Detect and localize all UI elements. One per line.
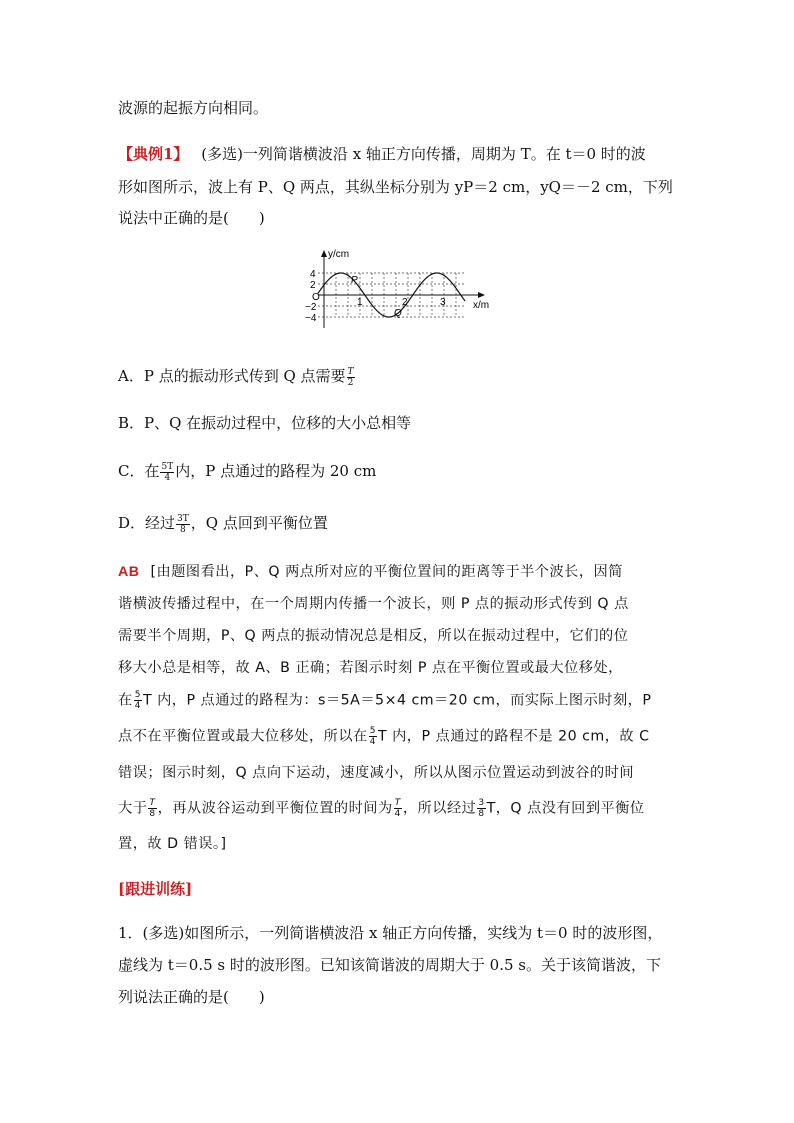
sol-8-post: T，Q 点没有回到平衡位 (486, 800, 645, 817)
sol-5-pre: 在 (118, 692, 133, 709)
question-1-line-1: 1．(多选)如图所示，一列简谐横波沿 x 轴正方向传播，实线为 t＝0 时的波形图， (118, 924, 663, 942)
frac-numerator: 5T (161, 461, 174, 472)
frac-denominator: 8 (180, 524, 186, 535)
y-axis-label: y/cm (328, 249, 350, 260)
frac-numerator: T (347, 366, 354, 377)
wave-figure (305, 246, 500, 328)
x-axis-arrow (478, 292, 485, 298)
option-a-fraction (347, 367, 355, 388)
y-tick-minus-4: −4 (305, 313, 317, 324)
sol-6-pre: 点不在平衡位置或最大位移处，所以在 (118, 728, 368, 745)
example-line-3: 说法中正确的是( ) (118, 209, 265, 227)
option-d (118, 513, 328, 535)
solution-line-6 (118, 726, 650, 747)
solution-line-9: 置，故 D 错误。] (118, 836, 227, 852)
question-1-line-2: 虚线为 t＝0.5 s 时的波形图。已知该简谐波的周期大于 0.5 s。关于该简谐波，下 (118, 956, 661, 974)
solution-line-4: 移大小总是相等，故 A、B 正确；若图示时刻 P 点在平衡位置或最大位移处， (118, 660, 623, 676)
frac-denominator: 8 (149, 809, 156, 819)
option-c (118, 461, 376, 483)
sol-8-fraction-1 (148, 798, 156, 819)
option-a-text: A．P 点的振动形式传到 Q 点需要 (118, 367, 346, 385)
origin-label: O (312, 292, 320, 303)
frac-numerator: T (149, 798, 156, 808)
sol-8-fraction-3 (477, 798, 485, 819)
sol-6-fraction (369, 726, 377, 747)
option-c-fraction (160, 462, 174, 483)
solution-text-1: [由题图看出，P、Q 两点所对应的平衡位置间的距离等于半个波长，因简 (150, 564, 623, 580)
option-a (118, 366, 356, 388)
answer-label: AB (118, 564, 140, 580)
example-line-1 (118, 144, 646, 164)
solution-line-3: 需要半个周期，P、Q 两点的振动情况总是相反，所以在振动过程中，它们的位 (118, 628, 629, 644)
sol-8-mid2: ，所以经过 (402, 800, 477, 817)
frac-numerator: T (394, 798, 401, 808)
sol-6-post: T 内，P 点通过的路程不是 20 cm，故 C (377, 728, 650, 745)
frac-numerator: 3 (478, 798, 485, 808)
question-1-line-3: 列说法正确的是( ) (118, 988, 265, 1006)
x-tick-3: 3 (440, 297, 446, 308)
example-line-2: 形如图所示，波上有 P、Q 两点，其纵坐标分别为 yP＝2 cm，yQ＝－2 cm，下列 (118, 178, 673, 196)
solution-line-5 (118, 690, 651, 711)
solution-line-2: 谐横波传播过程中，在一个周期内传播一个波长，则 P 点的振动形式传到 Q 点 (118, 596, 629, 612)
x-tick-2: 2 (402, 297, 408, 308)
solution-line-8 (118, 798, 645, 819)
frac-numerator: 5 (134, 690, 141, 700)
intro-tail: 波源的起振方向相同。 (118, 99, 269, 117)
option-c-pre: C．在 (118, 462, 160, 480)
option-c-post: 内，P 点通过的路程为 20 cm (175, 462, 377, 480)
solution-line-1 (118, 562, 623, 582)
example-tag: 【典例1】 (118, 145, 189, 163)
option-d-pre: D．经过 (118, 514, 176, 532)
sol-8-pre: 大于 (118, 800, 148, 817)
solution-line-7: 错误；图示时刻，Q 点向下运动，速度减小，所以从图示位置运动到波谷的时间 (118, 765, 635, 781)
example-text-1: (多选)一列简谐横波沿 x 轴正方向传播，周期为 T。在 t＝0 时的波 (201, 145, 646, 163)
x-tick-1: 1 (357, 297, 363, 308)
frac-numerator: 3T (177, 513, 189, 524)
y-axis-arrow (321, 250, 327, 257)
sol-5-post: T 内，P 点通过的路程为：s＝5A＝5×4 cm＝20 cm，而实际上图示时刻，P (142, 692, 652, 709)
frac-denominator: 4 (369, 737, 376, 747)
option-b: B．P、Q 在振动过程中，位移的大小总相等 (118, 414, 412, 432)
point-p-label: P (351, 275, 358, 286)
frac-numerator: 5 (369, 726, 376, 736)
sol-8-mid: ，再从波谷运动到平衡位置的时间为 (157, 800, 393, 817)
frac-denominator: 4 (394, 809, 401, 819)
frac-denominator: 4 (134, 701, 141, 711)
frac-denominator: 2 (347, 377, 354, 388)
sol-5-fraction (134, 690, 142, 711)
y-tick-minus-2: −2 (305, 302, 317, 313)
y-tick-2: 2 (310, 280, 316, 291)
option-d-fraction (176, 514, 190, 535)
point-q-label: Q (394, 308, 402, 319)
y-tick-4: 4 (310, 269, 316, 280)
frac-denominator: 4 (164, 472, 171, 483)
sol-8-fraction-2 (394, 798, 402, 819)
section-title: [跟进训练] (118, 880, 193, 898)
x-axis-label: x/m (473, 300, 490, 311)
frac-denominator: 8 (478, 809, 485, 819)
option-d-post: ，Q 点回到平衡位置 (190, 514, 328, 532)
